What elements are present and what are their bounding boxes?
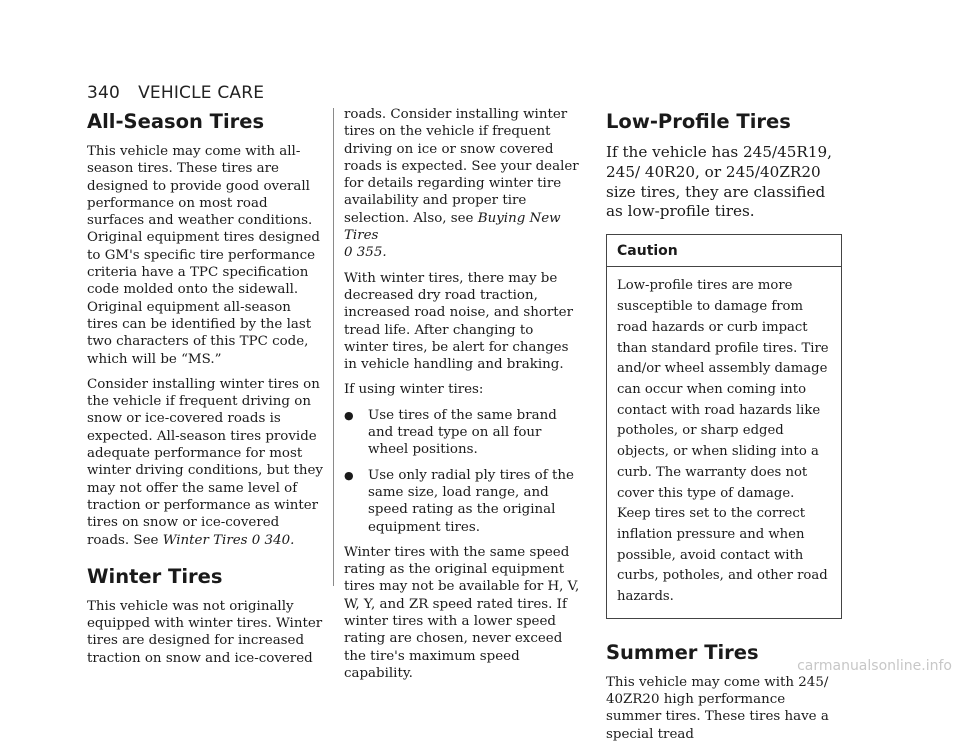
buying-new-tires-page-ref[interactable]: 0 355.: [344, 245, 387, 261]
winter-tires-page-ref[interactable]: 0 340.: [251, 532, 295, 548]
winter-paragraph-3: With winter tires, there may be decreased dry road traction, increased road noise, and shorter tread life. After changing to winter tires, be alert for changes in vehicle handling and braking.: [344, 270, 573, 373]
summer-paragraph-1: This vehicle may come with 245/ 40ZR20 high performance summer tires. These tires have a special tread: [606, 674, 829, 742]
section-title: VEHICLE CARE: [138, 83, 265, 103]
column-1: [87, 110, 323, 675]
list-item-text: Use tires of the same brand and tread type on all four wheel positions.: [368, 407, 557, 458]
summer-heading: Summer Tires: [606, 640, 759, 664]
list-item-text: Use only radial ply tires of the same size, load range, and speed rating as the original equipment tires.: [368, 467, 574, 535]
bullet-icon: ●: [344, 408, 354, 422]
caution-body: Low-profile tires are more susceptible to damage from road hazards or curb impact than standard profile tires. Tire and/or wheel assembly damage can occur when coming into contact with road hazards like potholes, or sharp edged objects, or when sliding into a curb. The warranty does not cover this type of damage. Keep tires set to the correct inflation pressure and when possible, avoid contact with curbs, potholes, and other road hazards.: [617, 278, 829, 605]
low-profile-heading: Low-Profile Tires: [606, 110, 791, 133]
column-divider: [333, 108, 334, 586]
column-3: [606, 110, 842, 751]
winter-paragraph-2: [344, 106, 580, 262]
low-profile-lead: If the vehicle has 245/45R19, 245/ 40R20, or 245/40ZR20 size tires, they are classified as low-profile tires.: [606, 143, 833, 221]
column-2: [344, 106, 580, 690]
winter-paragraph-4: If using winter tires:: [344, 382, 484, 398]
watermark: carmanualsonline.info: [797, 658, 952, 674]
caution-title: Caution: [607, 235, 841, 267]
list-item: [344, 407, 580, 459]
bullet-icon: ●: [344, 468, 354, 482]
caution-box: [606, 234, 842, 619]
winter-paragraph-1: This vehicle was not originally equipped with winter tires. Winter tires are designed for increased traction on snow and ice-covered: [87, 598, 323, 666]
winter-heading: Winter Tires: [87, 564, 223, 588]
all-season-p2-text: Consider installing winter tires on the vehicle if frequent driving on snow or ice-covered roads is expected. All-season tires provide adequate performance for most winter driving conditions, but they may not offer the same level of traction or performance as winter tires on snow or ice-covered roads. See: [87, 376, 323, 548]
page-header: [87, 83, 264, 103]
page-number: 340: [87, 83, 121, 103]
winter-p2-text: roads. Consider installing winter tires on the vehicle if frequent driving on ice or snow covered roads is expected. See your dealer for details regarding winter tire availability and proper tire selection. Also, see: [344, 107, 579, 226]
all-season-heading: All-Season Tires: [87, 110, 265, 133]
winter-tires-link[interactable]: Winter Tires: [162, 532, 248, 548]
winter-paragraph-5: Winter tires with the same speed rating as the original equipment tires may not be available for H, V, W, Y, and ZR speed rated tires. If winter tires with a lower speed rating are chosen, never exceed the tire's maximum speed capability.: [344, 544, 580, 681]
list-item: [344, 467, 580, 536]
all-season-paragraph-1: This vehicle may come with all-season tires. These tires are designed to provide good overall performance on most road surfaces and weather conditions. Original equipment tires designed to GM's specific tire performance criteria have a TPC specification code molded onto the sidewall. Original equipment all-season tires can be identified by the last two characters of this TPC code, which will be “MS.”: [87, 144, 320, 367]
all-season-paragraph-2: [87, 376, 323, 549]
buying-new-tires-link[interactable]: Buying New Tires: [344, 210, 561, 244]
